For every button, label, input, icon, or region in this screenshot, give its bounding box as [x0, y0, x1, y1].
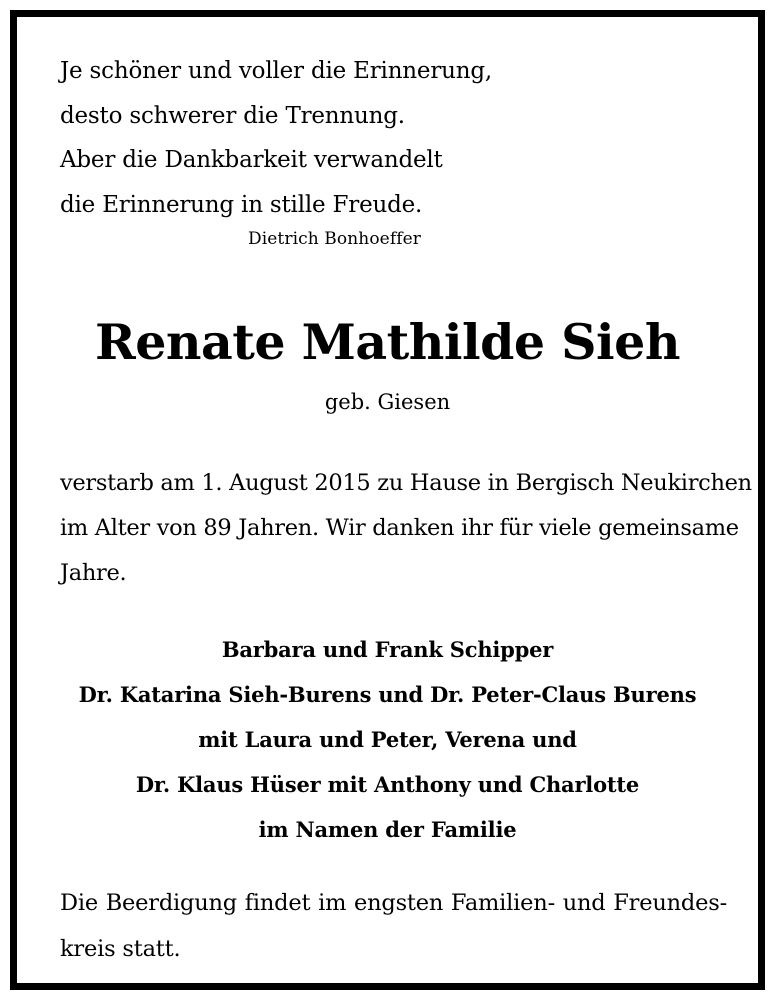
funeral-line: Die Beerdigung findet im engsten Familien- und Freundes- [60, 890, 727, 916]
birth-name: geb. Giesen [324, 390, 451, 414]
poem-line: die Erinnerung in stille Freude. [60, 192, 423, 219]
signatory-line: im Namen der Familie [258, 817, 517, 842]
poem-line: Je schöner und voller die Erinnerung, [60, 58, 492, 84]
poem-quote [60, 49, 660, 228]
announcement-line: im Alter von 89 Jahren. Wir danken ihr für viele gemeinsame [60, 515, 739, 541]
funeral-info [60, 880, 727, 972]
announcement-line: Jahre. [60, 560, 127, 586]
poem-author: Dietrich Bonhoeffer [248, 229, 421, 249]
signatory-line: Barbara und Frank Schipper [221, 637, 554, 662]
deceased-name: Renate Mathilde Sieh [95, 313, 680, 371]
poem-line: Aber die Dankbarkeit verwandelt [60, 147, 443, 174]
death-announcement [60, 461, 752, 596]
signatory-line: Dr. Klaus Hüser mit Anthony und Charlotte [135, 772, 640, 797]
signatory-line: Dr. Katarina Sieh-Burens und Dr. Peter-Claus Burens [78, 682, 697, 707]
poem-line: desto schwerer die Trennung. [60, 102, 405, 129]
signatory-line: mit Laura und Peter, Verena und [198, 727, 577, 752]
funeral-line: kreis statt. [60, 936, 181, 962]
signatories [17, 627, 758, 852]
obituary-notice [10, 10, 765, 990]
announcement-line: verstarb am 1. August 2015 zu Hause in Bergisch Neukirchen [60, 470, 752, 496]
